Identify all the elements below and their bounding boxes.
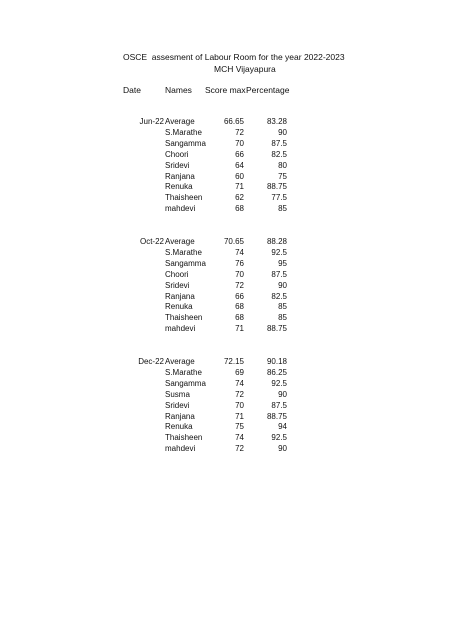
name-cell: Sangamma (165, 258, 206, 268)
percentage-cell: 92.5 (271, 378, 287, 388)
document-title: OSCE assesment of Labour Room for the year 2022-2023 (123, 52, 345, 62)
percentage-cell: 94 (278, 422, 287, 432)
name-cell: Sangamma (165, 378, 206, 388)
percentage-cell: 88.75 (266, 411, 287, 421)
score-cell: 66 (235, 291, 244, 301)
table-row (0, 433, 474, 444)
percentage-cell: 92.5 (271, 247, 287, 257)
table-row (0, 248, 474, 259)
header-names: Names (165, 85, 192, 95)
name-cell: Average (165, 117, 195, 126)
score-cell: 71 (235, 411, 244, 421)
name-cell: Sridevi (165, 160, 190, 170)
percentage-cell: 85 (278, 204, 287, 214)
table-row (0, 401, 474, 412)
percentage-cell: 87.5 (271, 269, 287, 279)
table-row (0, 128, 474, 139)
percentage-cell: 85 (278, 313, 287, 323)
score-cell: 70 (235, 400, 244, 410)
table-row (0, 281, 474, 292)
table-row (0, 313, 474, 324)
percentage-cell: 90 (278, 444, 287, 454)
score-cell: 64 (235, 160, 244, 170)
score-cell: 72 (235, 280, 244, 290)
name-cell: Ranjana (165, 171, 195, 181)
table-row (0, 444, 474, 455)
date-cell: Oct-22 (139, 237, 164, 246)
score-cell: 72.15 (223, 357, 244, 366)
percentage-cell: 85 (278, 302, 287, 312)
name-cell: Ranjana (165, 291, 195, 301)
name-cell: Choori (165, 149, 189, 159)
score-cell: 66.65 (223, 117, 244, 126)
table-row (0, 161, 474, 172)
percentage-cell: 87.5 (271, 400, 287, 410)
name-cell: Susma (165, 389, 190, 399)
name-cell: Renuka (165, 182, 193, 192)
table-row (0, 422, 474, 433)
percentage-cell: 90 (278, 280, 287, 290)
score-cell: 62 (235, 193, 244, 203)
name-cell: S.Marathe (165, 367, 202, 377)
name-cell: mahdevi (165, 324, 196, 334)
percentage-cell: 82.5 (271, 291, 287, 301)
table-row (0, 172, 474, 183)
name-cell: Ranjana (165, 411, 195, 421)
date-cell: Jun-22 (139, 117, 164, 126)
score-cell: 75 (235, 422, 244, 432)
table-row (0, 237, 474, 248)
score-cell: 69 (235, 367, 244, 377)
score-cell: 72 (235, 444, 244, 454)
name-cell: Thaisheen (165, 433, 203, 443)
name-cell: Choori (165, 269, 189, 279)
percentage-cell: 90.18 (266, 357, 287, 366)
percentage-cell: 86.25 (266, 367, 287, 377)
table-row (0, 204, 474, 215)
table-row (0, 182, 474, 193)
table-row (0, 117, 474, 128)
name-cell: Sridevi (165, 400, 190, 410)
name-cell: S.Marathe (165, 247, 202, 257)
name-cell: Average (165, 357, 195, 366)
name-cell: Sangamma (165, 138, 206, 148)
document-subtitle: MCH Vijayapura (214, 64, 276, 74)
percentage-cell: 80 (278, 160, 287, 170)
table-row (0, 379, 474, 390)
percentage-cell: 88.28 (266, 237, 287, 246)
name-cell: Renuka (165, 422, 193, 432)
header-score-max: Score max (205, 85, 246, 95)
table-row (0, 357, 474, 368)
percentage-cell: 92.5 (271, 433, 287, 443)
table-row (0, 412, 474, 423)
score-cell: 70.65 (223, 237, 244, 246)
header-date: Date (123, 85, 141, 95)
score-cell: 74 (235, 433, 244, 443)
score-cell: 72 (235, 127, 244, 137)
percentage-cell: 83.28 (266, 117, 287, 126)
score-cell: 71 (235, 182, 244, 192)
table-row (0, 302, 474, 313)
table-row (0, 270, 474, 281)
score-cell: 76 (235, 258, 244, 268)
name-cell: Renuka (165, 302, 193, 312)
score-cell: 71 (235, 324, 244, 334)
name-cell: Thaisheen (165, 313, 203, 323)
percentage-cell: 77.5 (271, 193, 287, 203)
name-cell: S.Marathe (165, 127, 202, 137)
table-row (0, 292, 474, 303)
score-cell: 70 (235, 138, 244, 148)
table-row (0, 193, 474, 204)
name-cell: mahdevi (165, 444, 196, 454)
table-row (0, 390, 474, 401)
name-cell: mahdevi (165, 204, 196, 214)
percentage-cell: 90 (278, 127, 287, 137)
score-cell: 72 (235, 389, 244, 399)
percentage-cell: 88.75 (266, 182, 287, 192)
table-row (0, 368, 474, 379)
table-row (0, 150, 474, 161)
score-cell: 74 (235, 378, 244, 388)
percentage-cell: 90 (278, 389, 287, 399)
name-cell: Average (165, 237, 195, 246)
score-cell: 66 (235, 149, 244, 159)
date-cell: Dec-22 (138, 357, 164, 366)
score-cell: 60 (235, 171, 244, 181)
score-cell: 74 (235, 247, 244, 257)
percentage-cell: 75 (278, 171, 287, 181)
score-cell: 68 (235, 302, 244, 312)
score-cell: 68 (235, 313, 244, 323)
percentage-cell: 95 (278, 258, 287, 268)
score-cell: 68 (235, 204, 244, 214)
name-cell: Thaisheen (165, 193, 203, 203)
percentage-cell: 88.75 (266, 324, 287, 334)
table-row (0, 259, 474, 270)
table-row (0, 324, 474, 335)
percentage-cell: 82.5 (271, 149, 287, 159)
table-row (0, 139, 474, 150)
percentage-cell: 87.5 (271, 138, 287, 148)
score-cell: 70 (235, 269, 244, 279)
name-cell: Sridevi (165, 280, 190, 290)
header-percentage: Percentage (246, 85, 290, 95)
